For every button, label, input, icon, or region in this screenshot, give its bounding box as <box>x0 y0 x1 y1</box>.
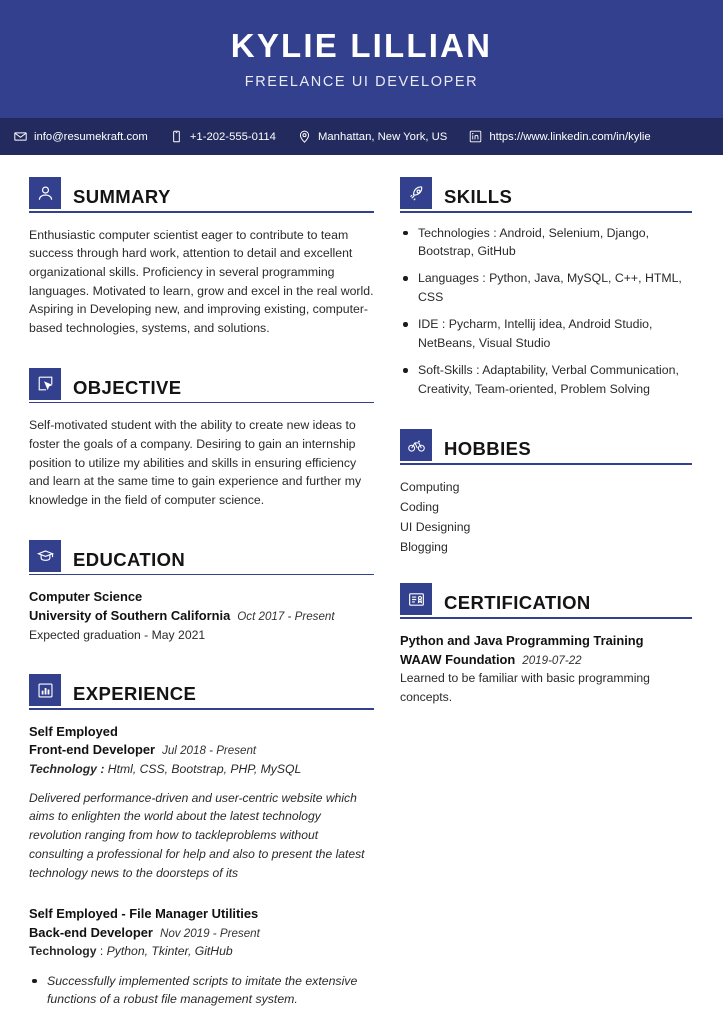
list-item: Soft-Skills : Adaptability, Verbal Communication, Creativity, Team-oriented, Problem Solving <box>400 361 692 398</box>
objective-text: Self-motivated student with the ability to create new ideas to foster the goals of a company. Desiring to gain an internship position to utilize my abilities and skills in ensuring efficiency and learn at the same time to gain experience and further my knowledge in the field of computer science. <box>29 418 362 508</box>
experience-date: Jul 2018 - Present <box>162 744 257 758</box>
list-item: Technologies : Android, Selenium, Django, Bootstrap, GitHub <box>400 224 692 261</box>
experience-technology-value: Python, Tkinter, GitHub <box>106 944 233 959</box>
skills-heading-label: SKILLS <box>444 186 513 207</box>
experience-description: Delivered performance-driven and user-centric website which aims to enlighten the world about the latest technology revolution ranging from how to tackleproblems without consulting a professional for help and also to present the latest technology news to the doorsteps of its <box>29 790 365 880</box>
spacer <box>400 407 692 429</box>
contact-email-text: info@resumekraft.com <box>34 130 148 143</box>
education-heading-label: EDUCATION <box>73 548 186 570</box>
experience-technology-label: Technology : <box>29 762 105 777</box>
objective-divider <box>29 402 374 404</box>
spacer <box>29 648 374 674</box>
experience-date: Nov 2019 - Present <box>159 926 260 940</box>
experience-technology-value: Html, CSS, Bootstrap, PHP, MySQL <box>107 762 302 777</box>
phone-icon <box>170 130 183 143</box>
contact-location-text: Manhattan, New York, US <box>317 130 448 143</box>
education-date: Oct 2017 - Present <box>237 610 335 624</box>
section-education <box>29 540 374 644</box>
linkedin-icon <box>469 130 482 143</box>
certification-entry <box>400 632 692 706</box>
experience-company: Self Employed - File Manager Utilities <box>29 905 259 921</box>
summary-heading-label: SUMMARY <box>73 186 171 207</box>
summary-text: Enthusiastic computer scientist eager to contribute to team success through hard work, attention to detail and excellent organizational skills. Proficiency in several programming languages. Motivated to learn, grow and excel in the real world. Aspiring in Developing new, and improving existing, computer-based technologies, systems, and solutions. <box>29 227 374 336</box>
certification-issuer: WAAW Foundation <box>400 651 516 667</box>
certification-description: Learned to be familiar with basic programming concepts. <box>400 671 650 704</box>
experience-divider <box>29 708 374 710</box>
hobbies-heading-label: HOBBIES <box>444 438 532 460</box>
education-heading <box>29 540 374 572</box>
section-certification <box>400 583 692 706</box>
list-item: Computing <box>400 479 460 494</box>
section-summary <box>29 177 374 338</box>
skills-heading <box>400 177 692 209</box>
experience-role: Front-end Developer <box>29 742 156 758</box>
section-experience <box>29 674 374 1008</box>
contact-phone[interactable] <box>170 130 298 143</box>
list-item: Coding <box>400 499 439 514</box>
right-column <box>400 177 723 1018</box>
education-divider <box>29 574 374 576</box>
skills-divider <box>400 211 692 213</box>
certificate-icon <box>400 583 432 615</box>
list-item: UI Designing <box>400 520 471 534</box>
resume-body <box>0 155 723 1018</box>
section-objective <box>29 368 374 510</box>
page-title: KYLIE LILLIAN <box>230 27 493 65</box>
spacer <box>29 883 374 905</box>
section-skills <box>400 177 692 398</box>
job-title: FREELANCE UI DEVELOPER <box>244 73 479 90</box>
contact-linkedin[interactable] <box>469 130 672 143</box>
experience-company: Self Employed <box>29 723 118 739</box>
education-school-row <box>29 607 374 626</box>
experience-technology-row <box>29 760 374 778</box>
list-item: IDE : Pycharm, Intellij idea, Android Studio, NetBeans, Visual Studio <box>400 315 692 352</box>
experience-technology-separator: : <box>96 944 107 959</box>
experience-entry <box>29 905 374 1009</box>
section-hobbies <box>400 429 692 557</box>
list-item: Languages : Python, Java, MySQL, C++, HTML, CSS <box>400 269 692 306</box>
list-item: Successfully implemented scripts to imitate the extensive functions of a robust file management system. <box>29 972 374 1009</box>
experience-technology-row <box>29 942 374 960</box>
certification-title: Python and Java Programming Training <box>400 632 644 648</box>
spacer <box>29 514 374 540</box>
experience-heading-label: EXPERIENCE <box>73 683 197 705</box>
graduation-cap-icon <box>29 540 61 572</box>
location-pin-icon <box>298 130 311 143</box>
hobbies-divider <box>400 463 692 465</box>
certification-heading <box>400 583 692 615</box>
experience-role-row <box>29 741 374 760</box>
bicycle-icon <box>400 429 432 461</box>
envelope-icon <box>14 130 27 143</box>
resume-header <box>0 0 723 118</box>
summary-divider <box>29 211 374 213</box>
education-note: Expected graduation - May 2021 <box>29 627 206 642</box>
contact-location[interactable] <box>298 130 469 143</box>
cursor-select-icon <box>29 368 61 400</box>
skills-list <box>400 224 692 399</box>
contact-email[interactable] <box>14 130 170 143</box>
contact-bar <box>0 118 723 155</box>
certification-divider <box>400 617 692 619</box>
spacer <box>400 561 692 583</box>
education-entry <box>29 588 374 644</box>
certification-issuer-row <box>400 651 692 670</box>
experience-technology-label: Technology <box>29 944 97 959</box>
certification-heading-label: CERTIFICATION <box>444 592 591 614</box>
spacer <box>29 342 374 368</box>
rocket-icon <box>400 177 432 209</box>
experience-role-row <box>29 924 374 943</box>
experience-entry <box>29 723 374 883</box>
hobbies-list <box>400 477 692 558</box>
objective-heading <box>29 368 374 400</box>
contact-phone-text: +1-202-555-0114 <box>189 130 276 143</box>
contact-linkedin-text: https://www.linkedin.com/in/kylie <box>489 130 651 143</box>
summary-heading <box>29 177 374 209</box>
certification-date: 2019-07-22 <box>522 653 582 667</box>
list-item: Blogging <box>400 540 448 555</box>
experience-role: Back-end Developer <box>29 924 153 940</box>
person-icon <box>29 177 61 209</box>
education-school: University of Southern California <box>29 608 231 624</box>
left-column <box>0 177 400 1018</box>
objective-heading-label: OBJECTIVE <box>73 376 182 398</box>
hobbies-heading <box>400 429 692 461</box>
experience-bullet-list <box>29 972 374 1009</box>
education-degree: Computer Science <box>29 589 143 605</box>
experience-heading <box>29 674 374 706</box>
bar-chart-icon <box>29 674 61 706</box>
